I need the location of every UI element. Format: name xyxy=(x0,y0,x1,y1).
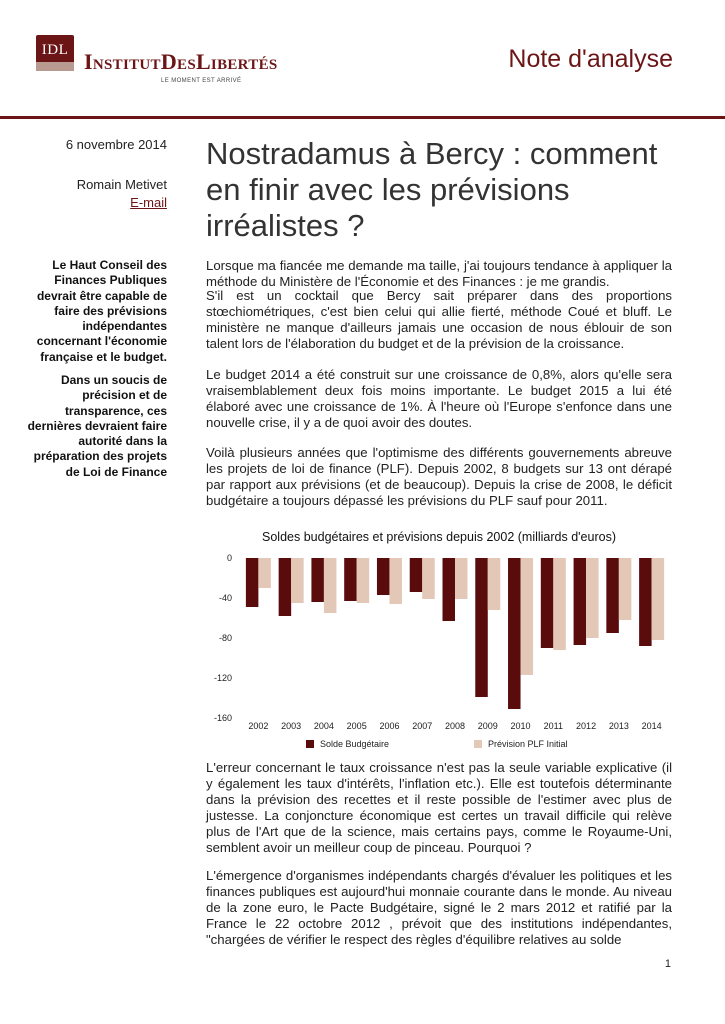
x-tick-label: 2005 xyxy=(346,721,367,731)
sidebar-callout-2: Dans un soucis de précision et de transparence, ces dernières devraient faire autorité dans la préparation des projets de Loi de Finance xyxy=(27,373,167,479)
bar-solde xyxy=(344,558,357,601)
header-divider xyxy=(0,116,725,119)
bar-prevision xyxy=(258,558,271,588)
legend-swatch-solde xyxy=(306,740,314,748)
chart-plot xyxy=(206,530,672,755)
logo-tagline: LE MOMENT EST ARRIVÉ xyxy=(161,78,242,84)
paragraph-3: Le budget 2014 a été construit sur une croissance de 0,8%, alors qu'elle sera vraisemblablement deux fois moins importante. Le budget 2015 a lui été élaboré avec une croissance de 1%. À l'heure où l'Europe s'enfonce dans une nouvelle crise, il y a de quoi avoir des doutes. xyxy=(206,367,672,430)
bar-prevision xyxy=(389,558,402,604)
paragraph-2: S'il est un cocktail que Bercy sait préparer dans des proportions stœchiométriques, c'est bien celui qui allie fierté, méthode Coué et bluff. Le ministère ne manque d'ailleurs jamais une occasion de nous éblouir de son talent lors de l'élaboration du budget et de la prévision de la croissance. xyxy=(206,288,672,351)
bar-solde xyxy=(279,558,292,616)
y-tick-label: 0 xyxy=(226,553,232,563)
author-email-link[interactable]: E-mail xyxy=(130,195,167,210)
y-tick-label: -160 xyxy=(213,713,232,723)
bar-prevision xyxy=(553,558,566,650)
author-block xyxy=(20,176,167,212)
sidebar-callout-1: Le Haut Conseil des Finances Publiques devrait être capable de faire des prévisions indépendantes concernant l'économie française et le budget. xyxy=(36,258,167,364)
x-tick-label: 2010 xyxy=(510,721,531,731)
x-tick-label: 2004 xyxy=(313,721,334,731)
publication-date: 6 novembre 2014 xyxy=(65,137,167,152)
x-tick-label: 2013 xyxy=(608,721,629,731)
bar-prevision xyxy=(357,558,370,603)
logo-name: InstitutDesLibertés xyxy=(84,49,278,74)
bar-solde xyxy=(311,558,324,602)
page-number: 1 xyxy=(664,958,671,970)
bar-solde xyxy=(443,558,456,621)
bar-solde xyxy=(639,558,652,646)
bar-solde xyxy=(475,558,488,697)
x-tick-label: 2002 xyxy=(248,721,269,731)
legend-item-solde xyxy=(306,739,389,749)
chart-title: Soldes budgétaires et prévisions depuis 2002 (milliards d'euros) xyxy=(262,530,616,544)
x-tick-label: 2003 xyxy=(281,721,302,731)
bar-solde xyxy=(377,558,390,595)
bar-prevision xyxy=(586,558,599,638)
bar-solde xyxy=(606,558,619,633)
y-tick-label: -120 xyxy=(213,673,232,683)
logo-mark xyxy=(36,35,74,71)
x-tick-label: 2008 xyxy=(444,721,466,731)
x-tick-label: 2012 xyxy=(576,721,597,731)
paragraph-6: L'émergence d'organismes indépendants chargés d'évaluer les politiques et les finances publiques est aujourd'hui monnaie courante dans le monde. Au niveau de la zone euro, le Pacte Budgétaire, signé le 2 mars 2012 et ratifié par la France le 22 octobre 2012 , prévoit que des institutions indépendantes, "chargées de vérifier le respect des règles d'équilibre relatives au solde xyxy=(206,868,672,947)
x-tick-label: 2009 xyxy=(477,721,498,731)
x-tick-label: 2014 xyxy=(641,721,662,731)
bar-solde xyxy=(541,558,554,648)
legend-item-prevision xyxy=(474,739,568,749)
logo-initials: IDL xyxy=(41,42,69,58)
bar-prevision xyxy=(488,558,501,610)
legend-label-solde: Solde Budgétaire xyxy=(320,739,390,749)
y-tick-label: -80 xyxy=(218,633,232,643)
bar-prevision xyxy=(324,558,337,613)
x-tick-label: 2006 xyxy=(379,721,400,731)
budget-chart xyxy=(206,530,672,755)
bar-prevision xyxy=(619,558,632,620)
document-type: Note d'analyse xyxy=(508,45,673,73)
y-tick-label: -40 xyxy=(218,593,232,603)
paragraph-5: L'erreur concernant le taux croissance n'est pas la seule variable explicative (il y également les taux d'intérêts, l'inflation etc.). Elle est toutefois déterminante dans la prévision des recettes et il reste possible de l'estimer avec plus de justesse. La conjoncture économique est certes un travail difficile qui relève plus de l'Art que de la science, mais certains pays, comme le Royaume-Uni, semblent avoir un meilleur coup de pinceau. Pourquoi ? xyxy=(206,760,672,855)
article-title: Nostradamus à Bercy : comment en finir avec les prévisions irréalistes ? xyxy=(206,136,658,243)
bar-solde xyxy=(508,558,521,709)
author-name: Romain Metivet xyxy=(76,177,167,192)
bar-solde xyxy=(574,558,587,645)
legend-swatch-prevision xyxy=(474,740,482,748)
bar-prevision xyxy=(422,558,435,599)
bar-solde xyxy=(246,558,259,607)
x-tick-label: 2011 xyxy=(543,721,563,731)
bar-prevision xyxy=(455,558,468,599)
x-tick-label: 2007 xyxy=(412,721,433,731)
bar-prevision xyxy=(652,558,665,640)
legend-label-prevision: Prévision PLF Initial xyxy=(488,739,568,749)
bar-prevision xyxy=(521,558,534,675)
paragraph-1: Lorsque ma fiancée me demande ma taille, j'ai toujours tendance à appliquer la méthode du Ministère de l'Économie et des Finances : je me grandis. xyxy=(206,258,672,289)
bar-prevision xyxy=(291,558,304,603)
paragraph-4: Voilà plusieurs années que l'optimisme des différents gouvernements abreuve les projets de loi de finance (PLF). Depuis 2002, 8 budgets sur 13 ont dérapé par rapport aux prévisions (et de beaucoup). Depuis la crise de 2008, le déficit budgétaire a toujours dépassé les prévisions du PLF sauf pour 2011. xyxy=(206,445,672,508)
bar-solde xyxy=(410,558,423,592)
